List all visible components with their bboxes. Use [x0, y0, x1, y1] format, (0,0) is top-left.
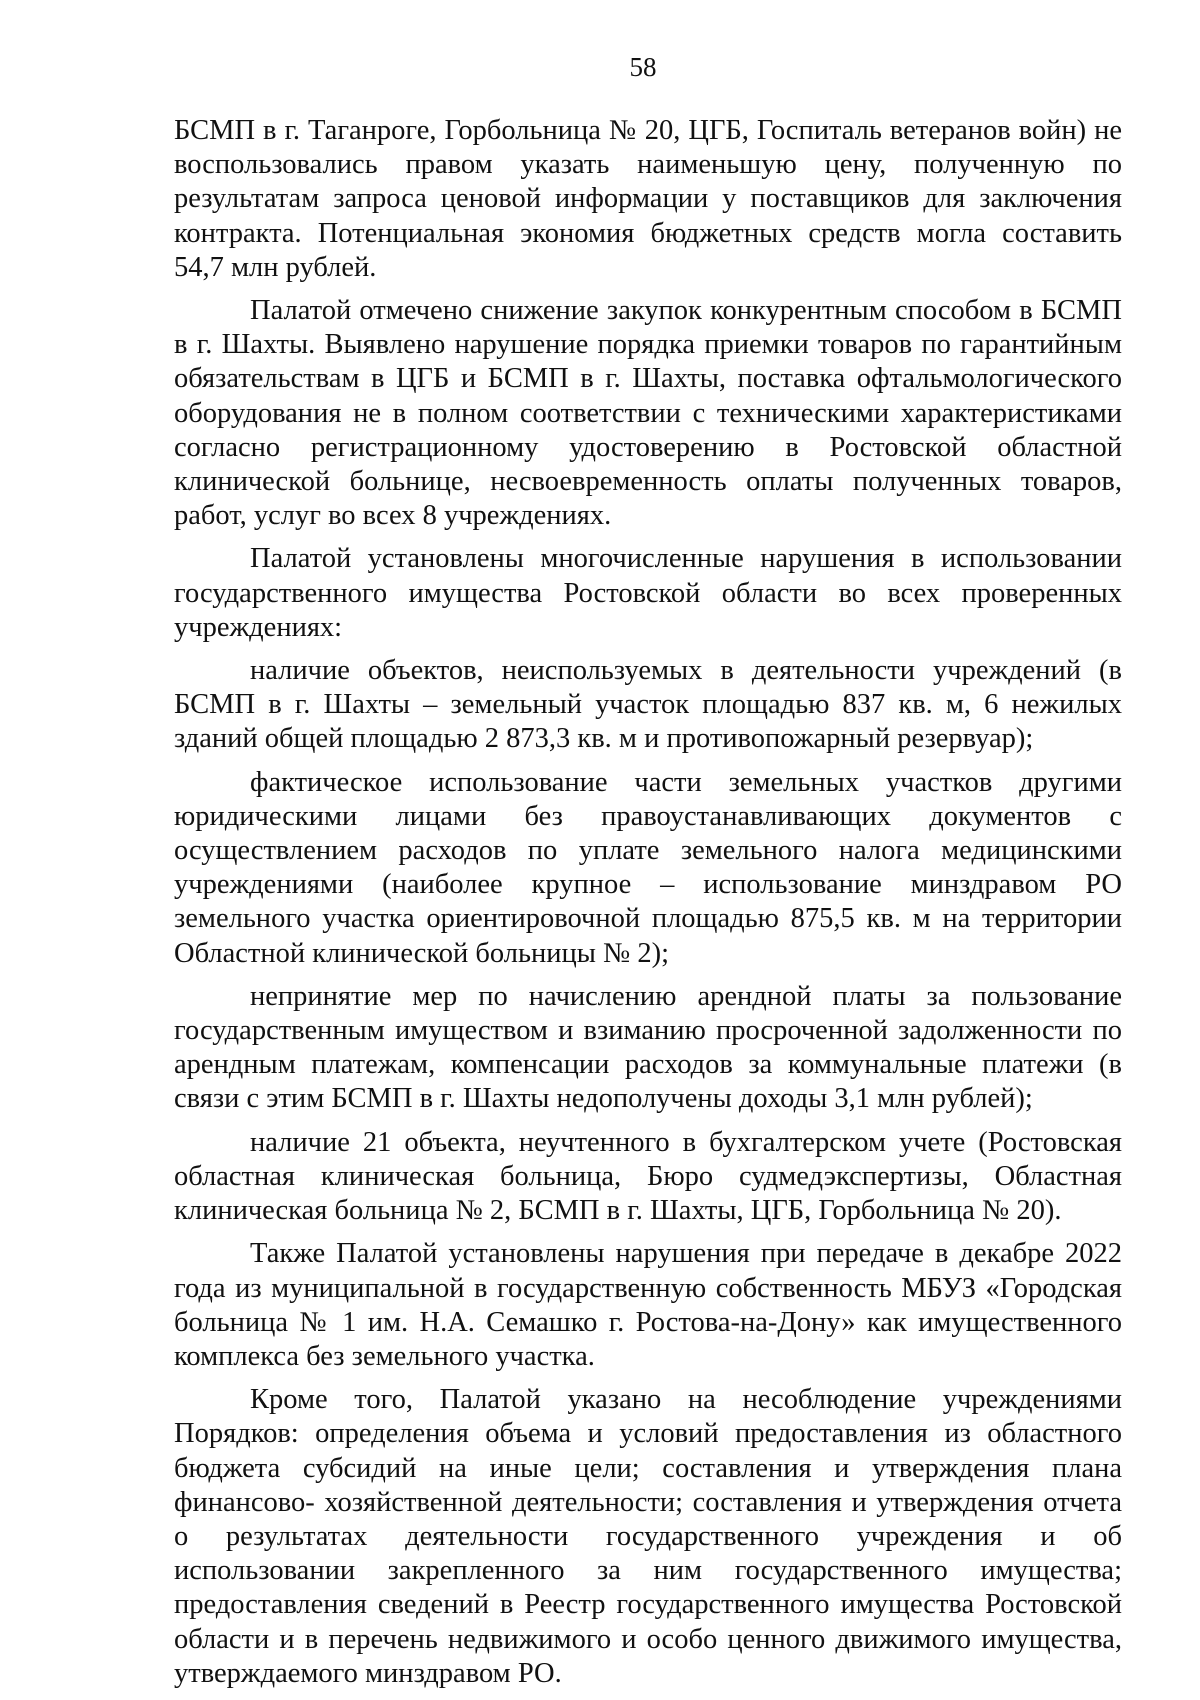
paragraph-continuation: БСМП в г. Таганроге, Горбольница № 20, ЦГБ, Госпиталь ветеранов войн) не воспользовались правом указать наименьшую цену, полученную по результатам запроса ценовой информации у поставщиков для заключения контракта. Потенциальная экономия бюджетных средств могла составить 54,7 млн рублей.	[174, 115, 1122, 283]
paragraph-rent-payments: непринятие мер по начислению арендной платы за пользование государственным имуществом и взиманию просроченной задолженности по арендным платежам, компенсации расходов за коммунальные платежи (в связи с этим БСМП в г. Шахты недополучены доходы 3,1 млн рублей);	[174, 980, 1122, 1115]
paragraph-unaccounted-objects: наличие 21 объекта, неучтенного в бухгалтерском учете (Ростовская областная клиническая больница, Бюро судмедэкспертизы, Областная клиническая больница № 2, БСМП в г. Шахты, ЦГБ, Горбольница № 20).	[174, 1126, 1122, 1227]
paragraph-land-use: фактическое использование части земельных участков другими юридическими лицами без правоустанавливающих документов с осуществлением расходов по уплате земельного налога медицинскими учреждениями (наиболее крупное – использование минздравом РО земельного участка ориентировочной площадью 875,5 кв. м на территории Областной клинической больницы № 2);	[174, 766, 1122, 969]
page-number: 58	[629, 52, 657, 82]
paragraph-property-transfer: Также Палатой установлены нарушения при передаче в декабре 2022 года из муниципальной в государственную собственность МБУЗ «Городская больница № 1 им. Н.А. Семашко г. Ростова-на-Дону» как имущественного комплекса без земельного участка.	[174, 1238, 1122, 1372]
paragraph-procedures-noncompliance: Кроме того, Палатой указано на несоблюдение учреждениями Порядков: определения объема и условий предоставления из областного бюджета субсидий на иные цели; составления и утверждения плана финансово- хозяйственной деятельности; составления и утверждения отчета о результатах деятельности государственного учреждения и об использовании закрепленного за ним государственного имущества; предоставления сведений в Реестр государственного имущества Ростовской области и в перечень недвижимого и особо ценного движимого имущества, утверждаемого минздравом РО.	[174, 1384, 1122, 1689]
paragraph-property-violations-intro: Палатой установлены многочисленные нарушения в использовании государственного имущества Ростовской области во всех проверенных учреждениях:	[174, 543, 1122, 643]
paragraph-unused-objects: наличие объектов, неиспользуемых в деятельности учреждений (в БСМП в г. Шахты – земельный участок площадью 837 кв. м, 6 нежилых зданий общей площадью 2 873,3 кв. м и противопожарный резервуар);	[174, 655, 1122, 755]
paragraph-procurement-violations: Палатой отмечено снижение закупок конкурентным способом в БСМП в г. Шахты. Выявлено нарушение порядка приемки товаров по гарантийным обязательствам в ЦГБ и БСМП в г. Шахты, поставка офтальмологического оборудования не в полном соответствии с техническими характеристиками согласно регистрационному удостоверению в Ростовской областной клинической больнице, несвоевременность оплаты полученных товаров, работ, услуг во всех 8 учреждениях.	[174, 295, 1122, 532]
document-body	[174, 114, 1122, 1700]
